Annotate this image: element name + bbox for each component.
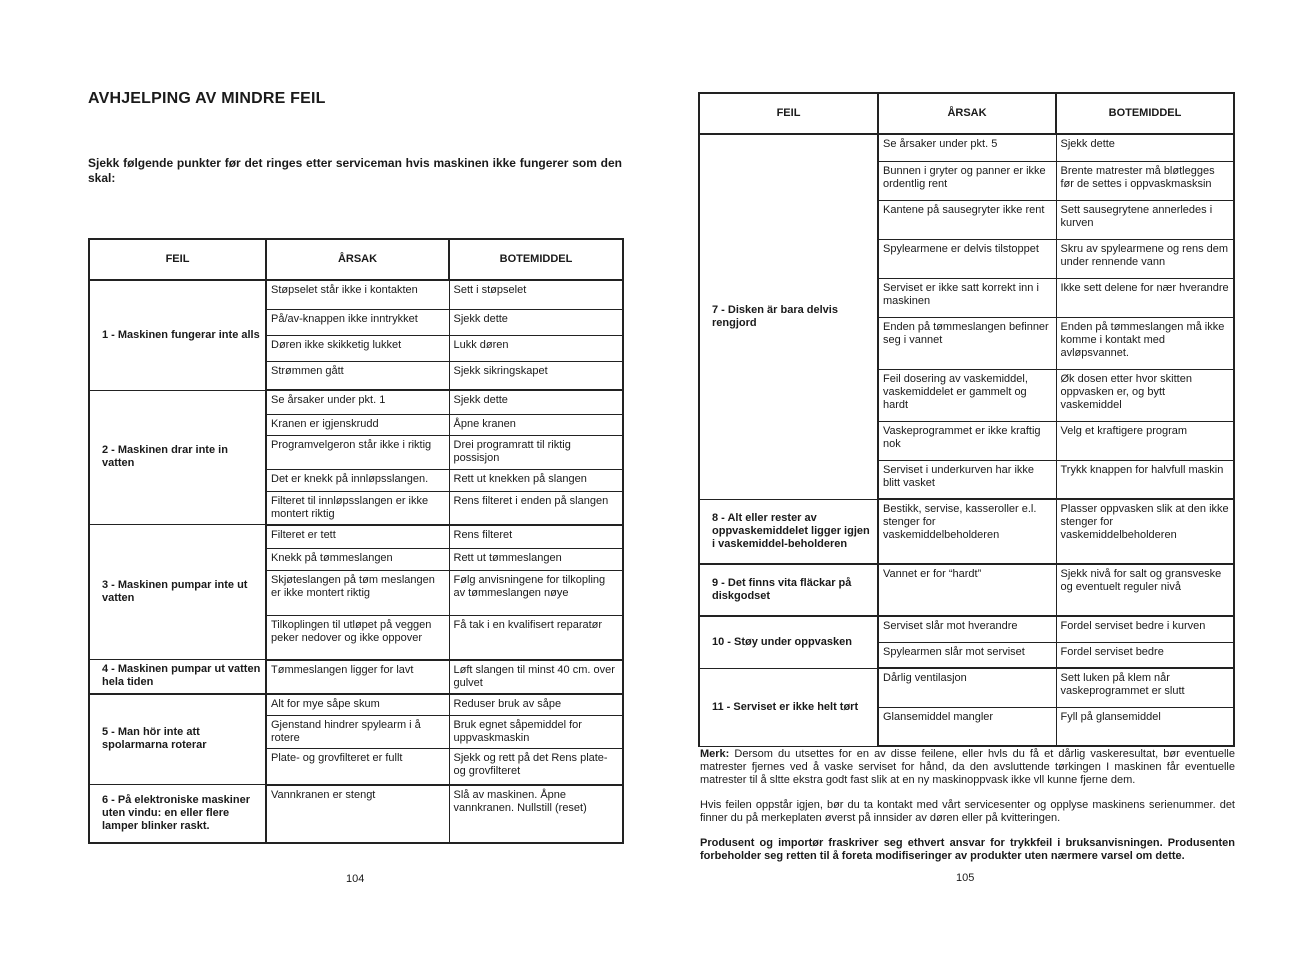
remedy-cell: Lukk døren <box>449 335 623 361</box>
remedy-cell: Skru av spylearmene og rens dem under rennende vann <box>1056 239 1234 278</box>
cause-cell: Vannkranen er stengt <box>266 785 449 843</box>
header-cause: ÅRSAK <box>878 93 1056 134</box>
cause-cell: På/av-knappen ikke inntrykket <box>266 309 449 335</box>
repeat-paragraph: Hvis feilen oppstår igjen, bør du ta kontakt med vårt servicesenter og opplyse maskinens serienummer. det finner du på merkeplaten øverst på innsider av døren eller på kvitteringen. <box>700 799 1235 824</box>
remedy-cell: Fordel serviset bedre <box>1056 642 1234 668</box>
table-row <box>89 660 623 694</box>
table-row <box>89 390 623 414</box>
remedy-cell: Åpne kranen <box>449 414 623 435</box>
table-row <box>699 134 1234 161</box>
disclaimer-text: Produsent og importør fraskriver seg ethvert ansvar for trykkfeil i bruksanvisningen. Produsenten forbeholder seg retten til å foreta modifiseringer av produkter uten nærmere varsel om dette. <box>700 837 1235 862</box>
cause-cell: Tømmeslangen ligger for lavt <box>266 660 449 694</box>
table-row <box>89 785 623 843</box>
cause-cell: Filteret er tett <box>266 525 449 549</box>
table-row <box>699 499 1234 564</box>
remedy-cell: Sjekk dette <box>1056 134 1234 161</box>
intro-text: Sjekk følgende punkter før det ringes etter serviceman hvis maskinen ikke fungerer som den skal: <box>88 156 622 185</box>
remedy-cell: Ikke sett delene for nær hverandre <box>1056 278 1234 317</box>
remedy-cell: Løft slangen til minst 40 cm. over gulvet <box>449 660 623 694</box>
right-page <box>698 0 1235 954</box>
cause-cell: Døren ikke skikketig lukket <box>266 335 449 361</box>
cause-cell: Kantene på sausegryter ikke rent <box>878 200 1056 239</box>
remedy-cell: Øk dosen etter hvor skitten oppvasken er, og bytt vaskemiddel <box>1056 369 1234 421</box>
cause-cell: Støpselet står ikke i kontakten <box>266 280 449 309</box>
cause-cell: Strømmen gått <box>266 361 449 390</box>
table-row <box>89 280 623 309</box>
fault-cell: 7 - Disken är bara delvis rengjord <box>699 134 878 499</box>
header-fault: FEIL <box>89 239 266 280</box>
remedy-cell: Sjekk nivå for salt og gransveske og eventuelt reguler nivå <box>1056 564 1234 616</box>
cause-cell: Skjøteslangen på tøm meslangen er ikke montert riktig <box>266 571 449 616</box>
note-label: Merk: <box>700 748 730 760</box>
page-number: 105 <box>956 872 975 884</box>
cause-cell: Vaskeprogrammet er ikke kraftig nok <box>878 421 1056 460</box>
fault-cell: 3 - Maskinen pumpar inte ut vatten <box>89 525 266 660</box>
remedy-cell: Fyll på glansemiddel <box>1056 707 1234 746</box>
remedy-cell: Sjekk dette <box>449 309 623 335</box>
header-cause: ÅRSAK <box>266 239 449 280</box>
remedy-cell: Reduser bruk av såpe <box>449 694 623 716</box>
cause-cell: Glansemiddel mangler <box>878 707 1056 746</box>
table-row <box>699 564 1234 616</box>
troubleshooting-table-left <box>88 238 624 844</box>
fault-cell: 10 - Støy under oppvasken <box>699 616 878 668</box>
cause-cell: Serviset i underkurven har ikke blitt vasket <box>878 460 1056 499</box>
fault-cell: 9 - Det finns vita fläckar på diskgodset <box>699 564 878 616</box>
remedy-cell: Sett sausegrytene annerledes i kurven <box>1056 200 1234 239</box>
cause-cell: Programvelgeron står ikke i riktig <box>266 435 449 469</box>
disclaimer-paragraph <box>700 837 1235 863</box>
troubleshooting-table-right <box>698 92 1235 747</box>
cause-cell: Tilkoplingen til utløpet på veggen peker nedover og ikke oppover <box>266 616 449 660</box>
header-fault: FEIL <box>699 93 878 134</box>
fault-cell: 11 - Serviset er ikke helt tørt <box>699 668 878 746</box>
remedy-cell: Bruk egnet såpemiddel for uppvaskmaskin <box>449 716 623 749</box>
remedy-cell: Følg anvisningene for tilkopling av tømmeslangen nøye <box>449 571 623 616</box>
remedy-cell: Drei programratt til riktig possisjon <box>449 435 623 469</box>
notes-section <box>700 748 1235 875</box>
fault-cell: 1 - Maskinen fungerar inte alls <box>89 280 266 390</box>
cause-cell: Filteret til innløpsslangen er ikke montert riktig <box>266 491 449 525</box>
cause-cell: Spylearmene er delvis tilstoppet <box>878 239 1056 278</box>
page-title: AVHJELPING AV MINDRE FEIL <box>88 90 326 107</box>
fault-cell: 5 - Man hör inte att spolarmarna roterar <box>89 694 266 785</box>
cause-cell: Se årsaker under pkt. 5 <box>878 134 1056 161</box>
remedy-cell: Rens filteret i enden på slangen <box>449 491 623 525</box>
cause-cell: Kranen er igjenskrudd <box>266 414 449 435</box>
remedy-cell: Rett ut knekken på slangen <box>449 469 623 491</box>
cause-cell: Vannet er for “hardt” <box>878 564 1056 616</box>
remedy-cell: Velg et kraftigere program <box>1056 421 1234 460</box>
table-row <box>699 668 1234 707</box>
table-row <box>89 525 623 549</box>
remedy-cell: Sjekk og rett på det Rens plate- og grovfilteret <box>449 749 623 785</box>
page-number: 104 <box>346 873 365 885</box>
cause-cell: Se årsaker under pkt. 1 <box>266 390 449 414</box>
remedy-cell: Sett i støpselet <box>449 280 623 309</box>
fault-cell: 6 - På elektroniske maskiner uten vindu: en eller flere lamper blinker raskt. <box>89 785 266 843</box>
table-row <box>89 694 623 716</box>
remedy-cell: Sjekk sikringskapet <box>449 361 623 390</box>
remedy-cell: Rett ut tømmeslangen <box>449 549 623 571</box>
remedy-cell: Trykk knappen for halvfull maskin <box>1056 460 1234 499</box>
cause-cell: Serviset slår mot hverandre <box>878 616 1056 642</box>
remedy-cell: Få tak i en kvalifisert reparatør <box>449 616 623 660</box>
remedy-cell: Slå av maskinen. Åpne vannkranen. Nullstill (reset) <box>449 785 623 843</box>
remedy-cell: Brente matrester må bløtlegges før de settes i oppvaskmasksin <box>1056 161 1234 200</box>
remedy-cell: Enden på tømmeslangen må ikke komme i kontakt med avløpsvannet. <box>1056 317 1234 369</box>
header-remedy: BOTEMIDDEL <box>449 239 623 280</box>
fault-cell: 2 - Maskinen drar inte in vatten <box>89 390 266 525</box>
header-remedy: BOTEMIDDEL <box>1056 93 1234 134</box>
cause-cell: Gjenstand hindrer spylearm i å rotere <box>266 716 449 749</box>
cause-cell: Det er knekk på innløpsslangen. <box>266 469 449 491</box>
cause-cell: Bestikk, servise, kasseroller e.l. stenger for vaskemiddelbeholderen <box>878 499 1056 564</box>
remedy-cell: Sett luken på klem når vaskeprogrammet er slutt <box>1056 668 1234 707</box>
left-page <box>88 0 622 954</box>
cause-cell: Alt for mye såpe skum <box>266 694 449 716</box>
table-row <box>699 616 1234 642</box>
cause-cell: Spylearmen slår mot serviset <box>878 642 1056 668</box>
note-text: Dersom du utsettes for en av disse feilene, eller hvls du få et dårlig vaskeresultat, bør eventuelle matrester fjernes ved å vaske serviset for hånd, da den avsluttende tørkingen I maskinen får eventuelle matrester til å sltte ekstra godt fast slik at en ny maskinoppvask ikke vll kunne fjerne dem. <box>700 748 1235 786</box>
cause-cell: Bunnen i gryter og panner er ikke ordentlig rent <box>878 161 1056 200</box>
cause-cell: Feil dosering av vaskemiddel, vaskemiddelet er gammelt og hardt <box>878 369 1056 421</box>
cause-cell: Plate- og grovfilteret er fullt <box>266 749 449 785</box>
fault-cell: 8 - Alt eller rester av oppvaskemiddelet ligger igjen i vaskemiddel-beholderen <box>699 499 878 564</box>
cause-cell: Serviset er ikke satt korrekt inn i maskinen <box>878 278 1056 317</box>
note-paragraph <box>700 748 1235 787</box>
remedy-cell: Rens filteret <box>449 525 623 549</box>
cause-cell: Enden på tømmeslangen befinner seg i vannet <box>878 317 1056 369</box>
fault-cell: 4 - Maskinen pumpar ut vatten hela tiden <box>89 660 266 694</box>
remedy-cell: Sjekk dette <box>449 390 623 414</box>
remedy-cell: Fordel serviset bedre i kurven <box>1056 616 1234 642</box>
cause-cell: Knekk på tømmeslangen <box>266 549 449 571</box>
remedy-cell: Plasser oppvasken slik at den ikke stenger for vaskemiddelbeholderen <box>1056 499 1234 564</box>
cause-cell: Dårlig ventilasjon <box>878 668 1056 707</box>
